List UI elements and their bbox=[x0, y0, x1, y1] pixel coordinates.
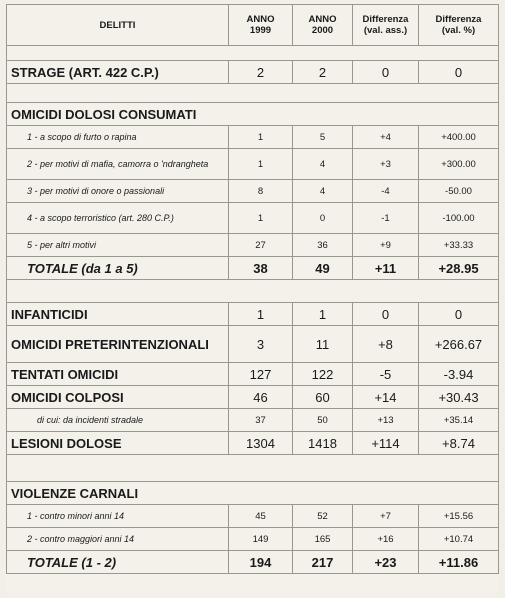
cell-pct: +15.56 bbox=[419, 505, 499, 528]
table-row bbox=[7, 203, 499, 234]
header-anno-1999 bbox=[229, 5, 293, 46]
cell-1999: 194 bbox=[229, 551, 293, 574]
cell-2000: 60 bbox=[293, 386, 353, 409]
cell-diff: +114 bbox=[353, 432, 419, 455]
section-title: OMICIDI DOLOSI CONSUMATI bbox=[7, 103, 499, 126]
cell-2000: 5 bbox=[293, 126, 353, 149]
cell-pct: +35.14 bbox=[419, 409, 499, 432]
row-label: LESIONI DOLOSE bbox=[7, 432, 229, 455]
cell-2000: 49 bbox=[293, 257, 353, 280]
cell-diff: +3 bbox=[353, 149, 419, 180]
table-row bbox=[7, 386, 499, 409]
cell-1999: 1 bbox=[229, 126, 293, 149]
cell-1999: 1304 bbox=[229, 432, 293, 455]
cell-pct: +33.33 bbox=[419, 234, 499, 257]
cell-diff: +11 bbox=[353, 257, 419, 280]
cell-pct: +10.74 bbox=[419, 528, 499, 551]
table-row bbox=[7, 363, 499, 386]
table-row bbox=[7, 326, 499, 363]
row-label: di cui: da incidenti stradale bbox=[7, 409, 229, 432]
table-row bbox=[7, 234, 499, 257]
cell-2000: 1418 bbox=[293, 432, 353, 455]
cell-pct: -3.94 bbox=[419, 363, 499, 386]
header-anno-1999-line1: ANNO bbox=[246, 14, 275, 25]
cell-pct: +266.67 bbox=[419, 326, 499, 363]
cell-1999: 2 bbox=[229, 61, 293, 84]
header-anno-1999-line2: 1999 bbox=[249, 25, 272, 36]
cell-pct: -50.00 bbox=[419, 180, 499, 203]
row-label: 1 - contro minori anni 14 bbox=[7, 505, 229, 528]
row-label: TENTATI OMICIDI bbox=[7, 363, 229, 386]
cell-1999: 46 bbox=[229, 386, 293, 409]
cell-pct: +8.74 bbox=[419, 432, 499, 455]
cell-1999: 45 bbox=[229, 505, 293, 528]
cell-2000: 217 bbox=[293, 551, 353, 574]
table-row bbox=[7, 126, 499, 149]
cell-pct: -100.00 bbox=[419, 203, 499, 234]
crime-statistics-table bbox=[6, 4, 499, 574]
cell-diff: -1 bbox=[353, 203, 419, 234]
row-label: INFANTICIDI bbox=[7, 303, 229, 326]
row-label: TOTALE (1 - 2) bbox=[7, 551, 229, 574]
header-anno-2000-line1: ANNO bbox=[308, 14, 337, 25]
cell-pct: +28.95 bbox=[419, 257, 499, 280]
crime-statistics-sheet bbox=[6, 4, 498, 596]
cell-2000: 0 bbox=[293, 203, 353, 234]
cell-1999: 1 bbox=[229, 203, 293, 234]
cell-diff: +16 bbox=[353, 528, 419, 551]
table-row bbox=[7, 432, 499, 455]
table-row bbox=[7, 303, 499, 326]
cell-2000: 50 bbox=[293, 409, 353, 432]
header-delitti: DELITTI bbox=[7, 5, 229, 46]
cell-1999: 27 bbox=[229, 234, 293, 257]
cell-pct: +400.00 bbox=[419, 126, 499, 149]
cell-pct: +30.43 bbox=[419, 386, 499, 409]
cell-diff: +14 bbox=[353, 386, 419, 409]
header-diff-pct-line2: (val. %) bbox=[441, 25, 476, 36]
cell-2000: 11 bbox=[293, 326, 353, 363]
cell-2000: 4 bbox=[293, 149, 353, 180]
row-label: 5 - per altri motivi bbox=[7, 234, 229, 257]
cell-diff: +13 bbox=[353, 409, 419, 432]
cell-diff: +9 bbox=[353, 234, 419, 257]
row-label: 3 - per motivi di onore o passionali bbox=[7, 180, 229, 203]
cell-diff: 0 bbox=[353, 303, 419, 326]
table-row bbox=[7, 180, 499, 203]
table-row-total bbox=[7, 551, 499, 574]
cell-1999: 38 bbox=[229, 257, 293, 280]
cell-1999: 37 bbox=[229, 409, 293, 432]
table-row bbox=[7, 409, 499, 432]
table-row bbox=[7, 528, 499, 551]
spacer-row bbox=[7, 455, 499, 482]
cell-2000: 1 bbox=[293, 303, 353, 326]
cell-diff: -4 bbox=[353, 180, 419, 203]
header-diff-abs-line1: Differenza bbox=[362, 14, 409, 25]
row-label: 1 - a scopo di furto o rapina bbox=[7, 126, 229, 149]
cell-2000: 36 bbox=[293, 234, 353, 257]
section-title-violenze-carnali bbox=[7, 482, 499, 505]
row-label: 4 - a scopo terroristico (art. 280 C.P.) bbox=[7, 203, 229, 234]
cell-2000: 4 bbox=[293, 180, 353, 203]
row-label: 2 - per motivi di mafia, camorra o 'ndrangheta bbox=[7, 149, 229, 180]
header-anno-2000-line2: 2000 bbox=[311, 25, 334, 36]
cell-pct: +300.00 bbox=[419, 149, 499, 180]
cell-pct: 0 bbox=[419, 303, 499, 326]
spacer-row bbox=[7, 280, 499, 303]
cell-1999: 8 bbox=[229, 180, 293, 203]
spacer-row bbox=[7, 84, 499, 103]
row-label: STRAGE (ART. 422 C.P.) bbox=[7, 61, 229, 84]
table-row bbox=[7, 149, 499, 180]
cell-pct: 0 bbox=[419, 61, 499, 84]
cell-1999: 149 bbox=[229, 528, 293, 551]
row-label: OMICIDI PRETERINTENZIONALI bbox=[7, 326, 229, 363]
row-label: 2 - contro maggiori anni 14 bbox=[7, 528, 229, 551]
cell-diff: +23 bbox=[353, 551, 419, 574]
table-header-row bbox=[7, 5, 499, 46]
section-title: VIOLENZE CARNALI bbox=[7, 482, 499, 505]
cell-diff: +7 bbox=[353, 505, 419, 528]
cell-1999: 1 bbox=[229, 303, 293, 326]
header-diff-abs bbox=[353, 5, 419, 46]
cell-1999: 3 bbox=[229, 326, 293, 363]
row-label: OMICIDI COLPOSI bbox=[7, 386, 229, 409]
cell-2000: 2 bbox=[293, 61, 353, 84]
cell-2000: 122 bbox=[293, 363, 353, 386]
table-row-total bbox=[7, 257, 499, 280]
row-label: TOTALE (da 1 a 5) bbox=[7, 257, 229, 280]
cell-2000: 165 bbox=[293, 528, 353, 551]
cell-diff: -5 bbox=[353, 363, 419, 386]
cell-2000: 52 bbox=[293, 505, 353, 528]
table-row-strage bbox=[7, 61, 499, 84]
cell-1999: 127 bbox=[229, 363, 293, 386]
cell-diff: +8 bbox=[353, 326, 419, 363]
header-diff-abs-line2: (val. ass.) bbox=[363, 25, 408, 36]
cell-diff: 0 bbox=[353, 61, 419, 84]
cell-1999: 1 bbox=[229, 149, 293, 180]
header-anno-2000 bbox=[293, 5, 353, 46]
cell-pct: +11.86 bbox=[419, 551, 499, 574]
table-row bbox=[7, 505, 499, 528]
header-diff-pct-line1: Differenza bbox=[435, 14, 482, 25]
section-title-omicidi-dolosi bbox=[7, 103, 499, 126]
cell-diff: +4 bbox=[353, 126, 419, 149]
header-diff-pct bbox=[419, 5, 499, 46]
spacer-row bbox=[7, 46, 499, 61]
